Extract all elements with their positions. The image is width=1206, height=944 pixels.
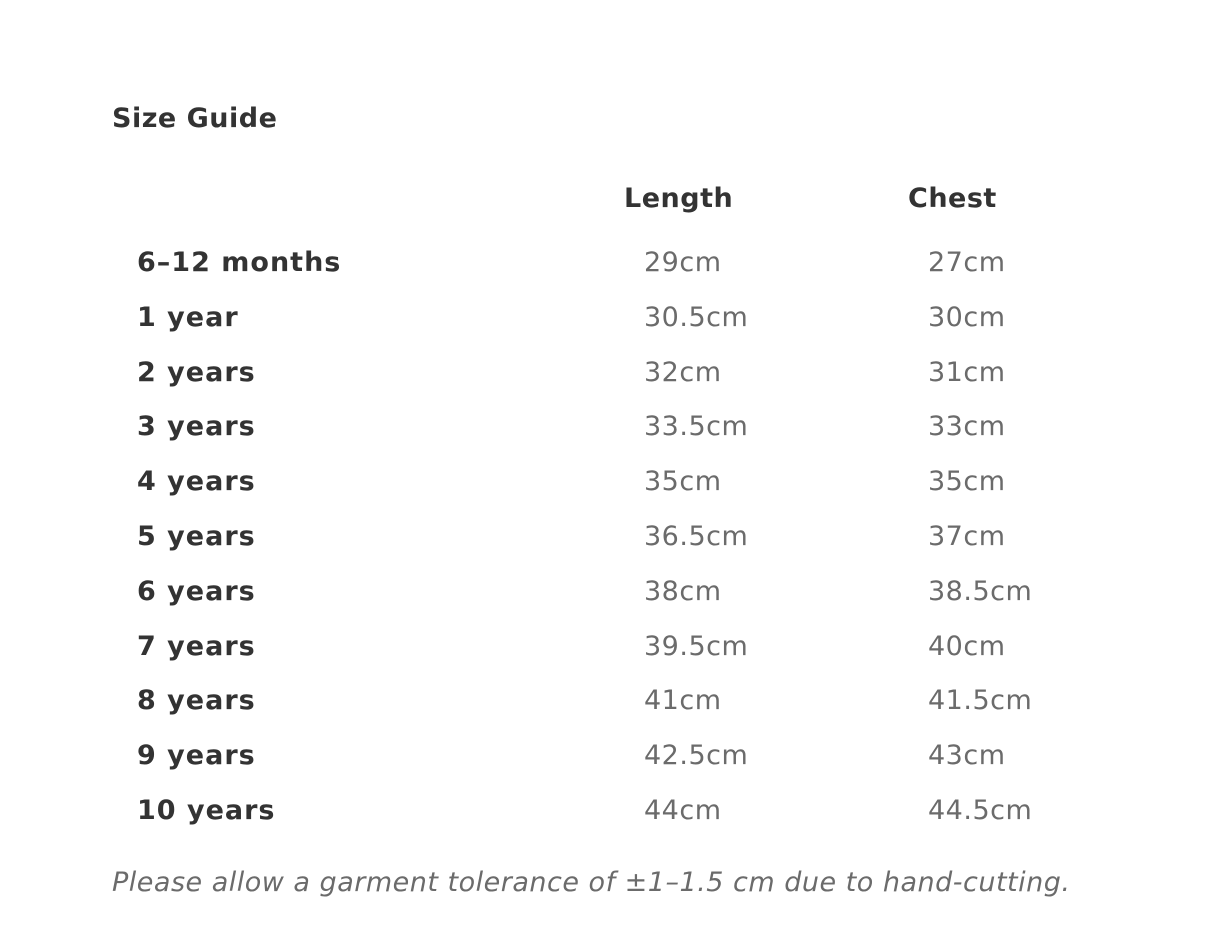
table-header-row (112, 176, 1072, 224)
chest-cell: 33cm (928, 411, 1006, 443)
size-cell: 8 years (137, 685, 256, 717)
length-cell: 35cm (644, 466, 722, 498)
chest-cell: 37cm (928, 520, 1006, 552)
size-cell: 9 years (137, 740, 256, 772)
chest-cell: 43cm (928, 740, 1006, 772)
length-cell: 36.5cm (644, 520, 749, 552)
length-cell: 30.5cm (644, 301, 749, 333)
chest-cell: 44.5cm (928, 794, 1033, 826)
length-cell: 44cm (644, 794, 722, 826)
length-cell: 33.5cm (644, 411, 749, 443)
chest-cell: 38.5cm (928, 575, 1033, 607)
table-row (112, 400, 1072, 455)
table-row (112, 620, 1072, 675)
tolerance-note: Please allow a garment tolerance of ±1–1.5 cm due to hand-cutting. (112, 867, 1071, 898)
table-row (112, 784, 1072, 839)
length-cell: 41cm (644, 685, 722, 717)
chest-cell: 41.5cm (928, 685, 1033, 717)
size-cell: 7 years (137, 630, 256, 662)
table-row (112, 510, 1072, 565)
table-body (112, 236, 1072, 839)
table-row (112, 729, 1072, 784)
chest-cell: 30cm (928, 301, 1006, 333)
size-cell: 6–12 months (137, 247, 342, 278)
size-cell: 4 years (137, 466, 256, 498)
chest-cell: 27cm (928, 247, 1006, 278)
length-cell: 32cm (644, 356, 722, 388)
table-row (112, 565, 1072, 620)
size-cell: 5 years (137, 520, 256, 552)
length-cell: 42.5cm (644, 740, 749, 772)
chest-cell: 40cm (928, 630, 1006, 662)
length-cell: 38cm (644, 575, 722, 607)
length-cell: 39.5cm (644, 630, 749, 662)
table-row (112, 236, 1072, 291)
chest-cell: 31cm (928, 356, 1006, 388)
size-cell: 10 years (137, 794, 276, 826)
length-cell: 29cm (644, 247, 722, 278)
page-title: Size Guide (112, 103, 278, 134)
size-cell: 2 years (137, 356, 256, 388)
size-cell: 1 year (137, 301, 239, 333)
size-cell: 3 years (137, 411, 256, 443)
size-cell: 6 years (137, 575, 256, 607)
table-row (112, 291, 1072, 346)
table-row (112, 455, 1072, 510)
size-table (112, 176, 1072, 827)
column-header-chest: Chest (908, 183, 997, 214)
column-header-length: Length (624, 183, 734, 214)
table-row (112, 674, 1072, 729)
chest-cell: 35cm (928, 466, 1006, 498)
table-row (112, 346, 1072, 401)
